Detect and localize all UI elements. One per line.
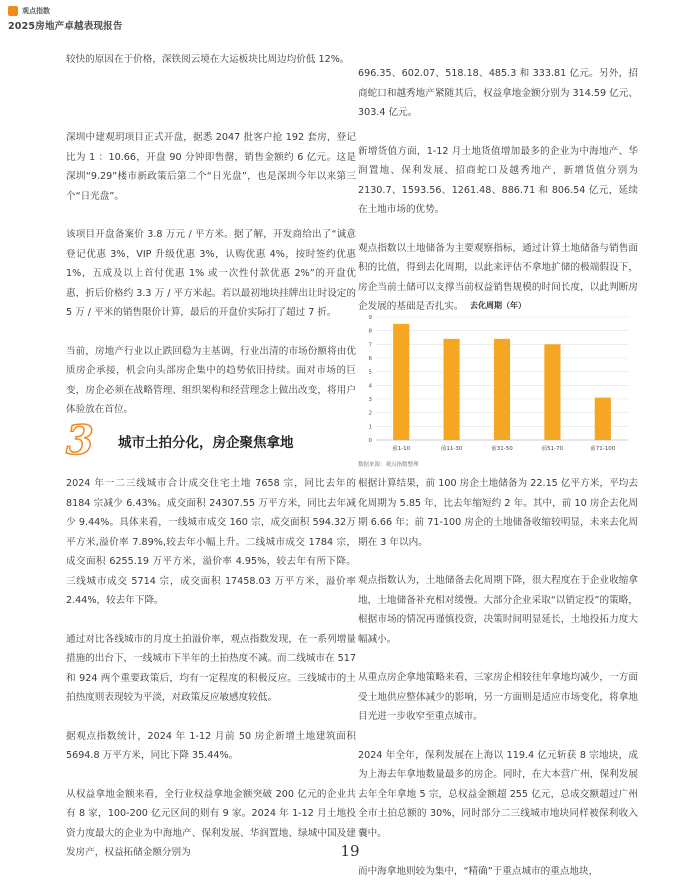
y-tick-label: 4 [368,383,372,390]
chart-title: 去化周期（年） [470,301,526,310]
section-heading [66,417,356,464]
y-tick-label: 0 [368,438,372,444]
x-tick-label: 前11-30 [440,446,463,452]
left-column-block-1 [66,50,356,70]
chart-source: 数据来源：观点指数整理 [358,462,419,468]
paragraph: 从权益拿地金额来看，全行业权益拿地金额突破 200 亿元的企业共有 8 家，100-200 亿元区间的则有 9 家。2024 年 1-12 月土地投资力度最大的企业为中海地产、保利发展、华润置地、绿城中国及建发房产，权益拓储金额分别为 [66,788,356,858]
section-title: 城市土拍分化，房企聚焦拿地 [118,435,294,451]
bar [544,344,560,440]
logo-text: 观点指数 [22,7,50,15]
x-tick-label: 前71-100 [590,446,616,452]
y-tick-label: 3 [368,397,372,403]
page-header [8,6,123,32]
right-column-block-2 [358,474,638,882]
right-column-block-1 [358,64,638,317]
paragraph: 深圳中建观玥项目正式开盘，据悉 2047 批客户抢 192 套房，登记比为 1 ：10.66，开盘 90 分钟即售罄，销售金额约 6 亿元。这是深圳“9.29”楼市新政策后第二个“日光盘”，也是深圳今年以来第三个“日光盘”。 [66,132,356,202]
y-tick-label: 8 [368,328,372,335]
left-column-block-3 [66,474,356,863]
paragraph: 新增货值方面，1-12 月土地货值增加最多的企业为中海地产、华润置地、保利发展、招商蛇口及越秀地产，新增货值分别为 2130.7、1593.56、1261.48、886.71 和 806.54 亿元，延续在土地市场的优势。 [358,145,638,215]
paragraph: 而中海拿地则较为集中，“精确”于重点城市的重点地块， [358,866,599,877]
logo [8,6,123,16]
section-number: 3 [66,417,94,464]
paragraph: 根据计算结果，前 100 房企土地储备为 22.15 亿平方米，平均去化周期为 5.85 年，比去年缩短约 2 年。其中，前 10 房企去化周期 6.66 年；前 71-100 房企的土地储备收缩较明显，未来去化周期在 3 年以内。 [358,478,638,548]
paragraph: 较快的原因在于价格，深铁阅云境在大运板块比周边均价低 12%。 [66,54,350,65]
x-tick-label: 前1-10 [392,446,411,452]
left-column-block-2 [66,128,356,420]
bar-chart [358,295,638,470]
y-tick-label: 5 [368,369,372,376]
bar [494,339,510,440]
paragraph: 通过对比各线城市的月度土拍溢价率，观点指数发现，在一系列增量措施的出台下，一线城市下半年的土拍热度不减。而二线城市在 517 和 924 两个重要政策后，均有一定程度的积极反应。三线城市的土拍热度则表现较为平淡，对政策反应敏感度较低。 [66,633,356,703]
paragraph: 当前，房地产行业以止跌回稳为主基调，行业出清的市场份额将由优质房企承接，机会向头部房企集中的趋势依旧持续。面对市场的巨变，房企必须在战略管理、组织架构和经营理念上做出改变，将用户体验放在首位。 [66,345,356,415]
bar [444,339,460,440]
paragraph: 696.35、602.07、518.18、485.3 和 333.81 亿元。另外，招商蛇口和越秀地产紧随其后，权益拿地金额分别为 314.59 亿元、303.4 亿元。 [358,68,638,118]
chart-x-labels [392,444,616,452]
y-tick-label: 2 [368,410,372,417]
y-tick-label: 9 [368,315,372,321]
chart-bars [393,324,611,440]
bar [393,324,409,440]
paragraph: 从重点房企拿地策略来看，三家房企相较往年拿地均减少，一方面受土地供应整体减少的影响，另一方面则是适应市场变化，将拿地目光进一步收窄至重点城市。 [358,672,638,722]
bar [595,398,611,440]
y-tick-label: 1 [368,424,372,431]
y-tick-label: 7 [368,342,372,349]
paragraph: 观点指数以土地储备为主要观察指标，通过计算土地储备与销售面积的比值，得到去化周期，以此来评估不拿地扩储的极端假设下，房企当前土储可以支撑当前权益销售规模的时间长度，以此判断房企发展的基础是否扎实。 [358,242,638,312]
turnover-period-chart [358,295,638,470]
page-number: 19 [340,842,360,860]
x-tick-label: 前51-70 [541,446,564,452]
x-tick-label: 前31-50 [491,446,513,452]
paragraph: 2024 年一二三线城市合计成交住宅土地 7658 宗，同比去年的 8184 宗减少 6.43%。成交面积 24307.55 万平方米，同比去年减少 9.44%。具体来看，一线城市成交 160 宗，成交面积 594.32万平方米,溢价率 7.89%,较去年小幅上升。二线城市成交 1784 宗，成交面积 6255.19 万平方米，溢价率 4.95%，较去年有所下降。三线城市成交 5714 宗，成交面积 17458.03 万平方米，溢价率 2.44%，较去年下降。 [66,478,356,606]
paragraph: 据观点指数统计，2024 年 1-12 月前 50 房企新增土地建筑面积 5694.8 万平方米，同比下降 35.44%。 [66,730,356,761]
logo-mark-icon [8,6,18,16]
report-title: 2025房地产卓越表现报告 [8,21,123,32]
paragraph: 该项目开盘备案价 3.8 万元 / 平方米。据了解，开发商给出了“诚意登记优惠 3%，VIP 升级优惠 3%，认购优惠 4%，按时签约优惠 1%，五成及以上首付优惠 1% 或一次性付款优惠 2%”的开盘优惠，折后价格约 3.3 万 / 平方米起。若以最初地块挂牌出让时设定的 5 万 / 平米的销售限价计算，最后的开盘价实际打了超过 7 折。 [66,229,356,318]
y-tick-label: 6 [368,356,372,362]
paragraph: 观点指数认为，土地储备去化周期下降，很大程度在于企业收缩拿地，土地储备补充相对缓慢。大部分企业采取“以销定投”的策略，根据市场的情况再谨慎投资，决策时间明显延长，土地投拓力度大幅减小。 [358,575,638,645]
paragraph: 2024 年全年，保利发展在上海以 119.4 亿元斩获 8 宗地块，成为上海去年拿地数量最多的房企。同时，在大本营广州，保利发展去年全年拿地 5 宗，总权益金额超 255 亿元，总成交额超过广州全市土拍总额的 30%，同时部分二三线城市地块同样被保利收入囊中。 [358,749,638,839]
